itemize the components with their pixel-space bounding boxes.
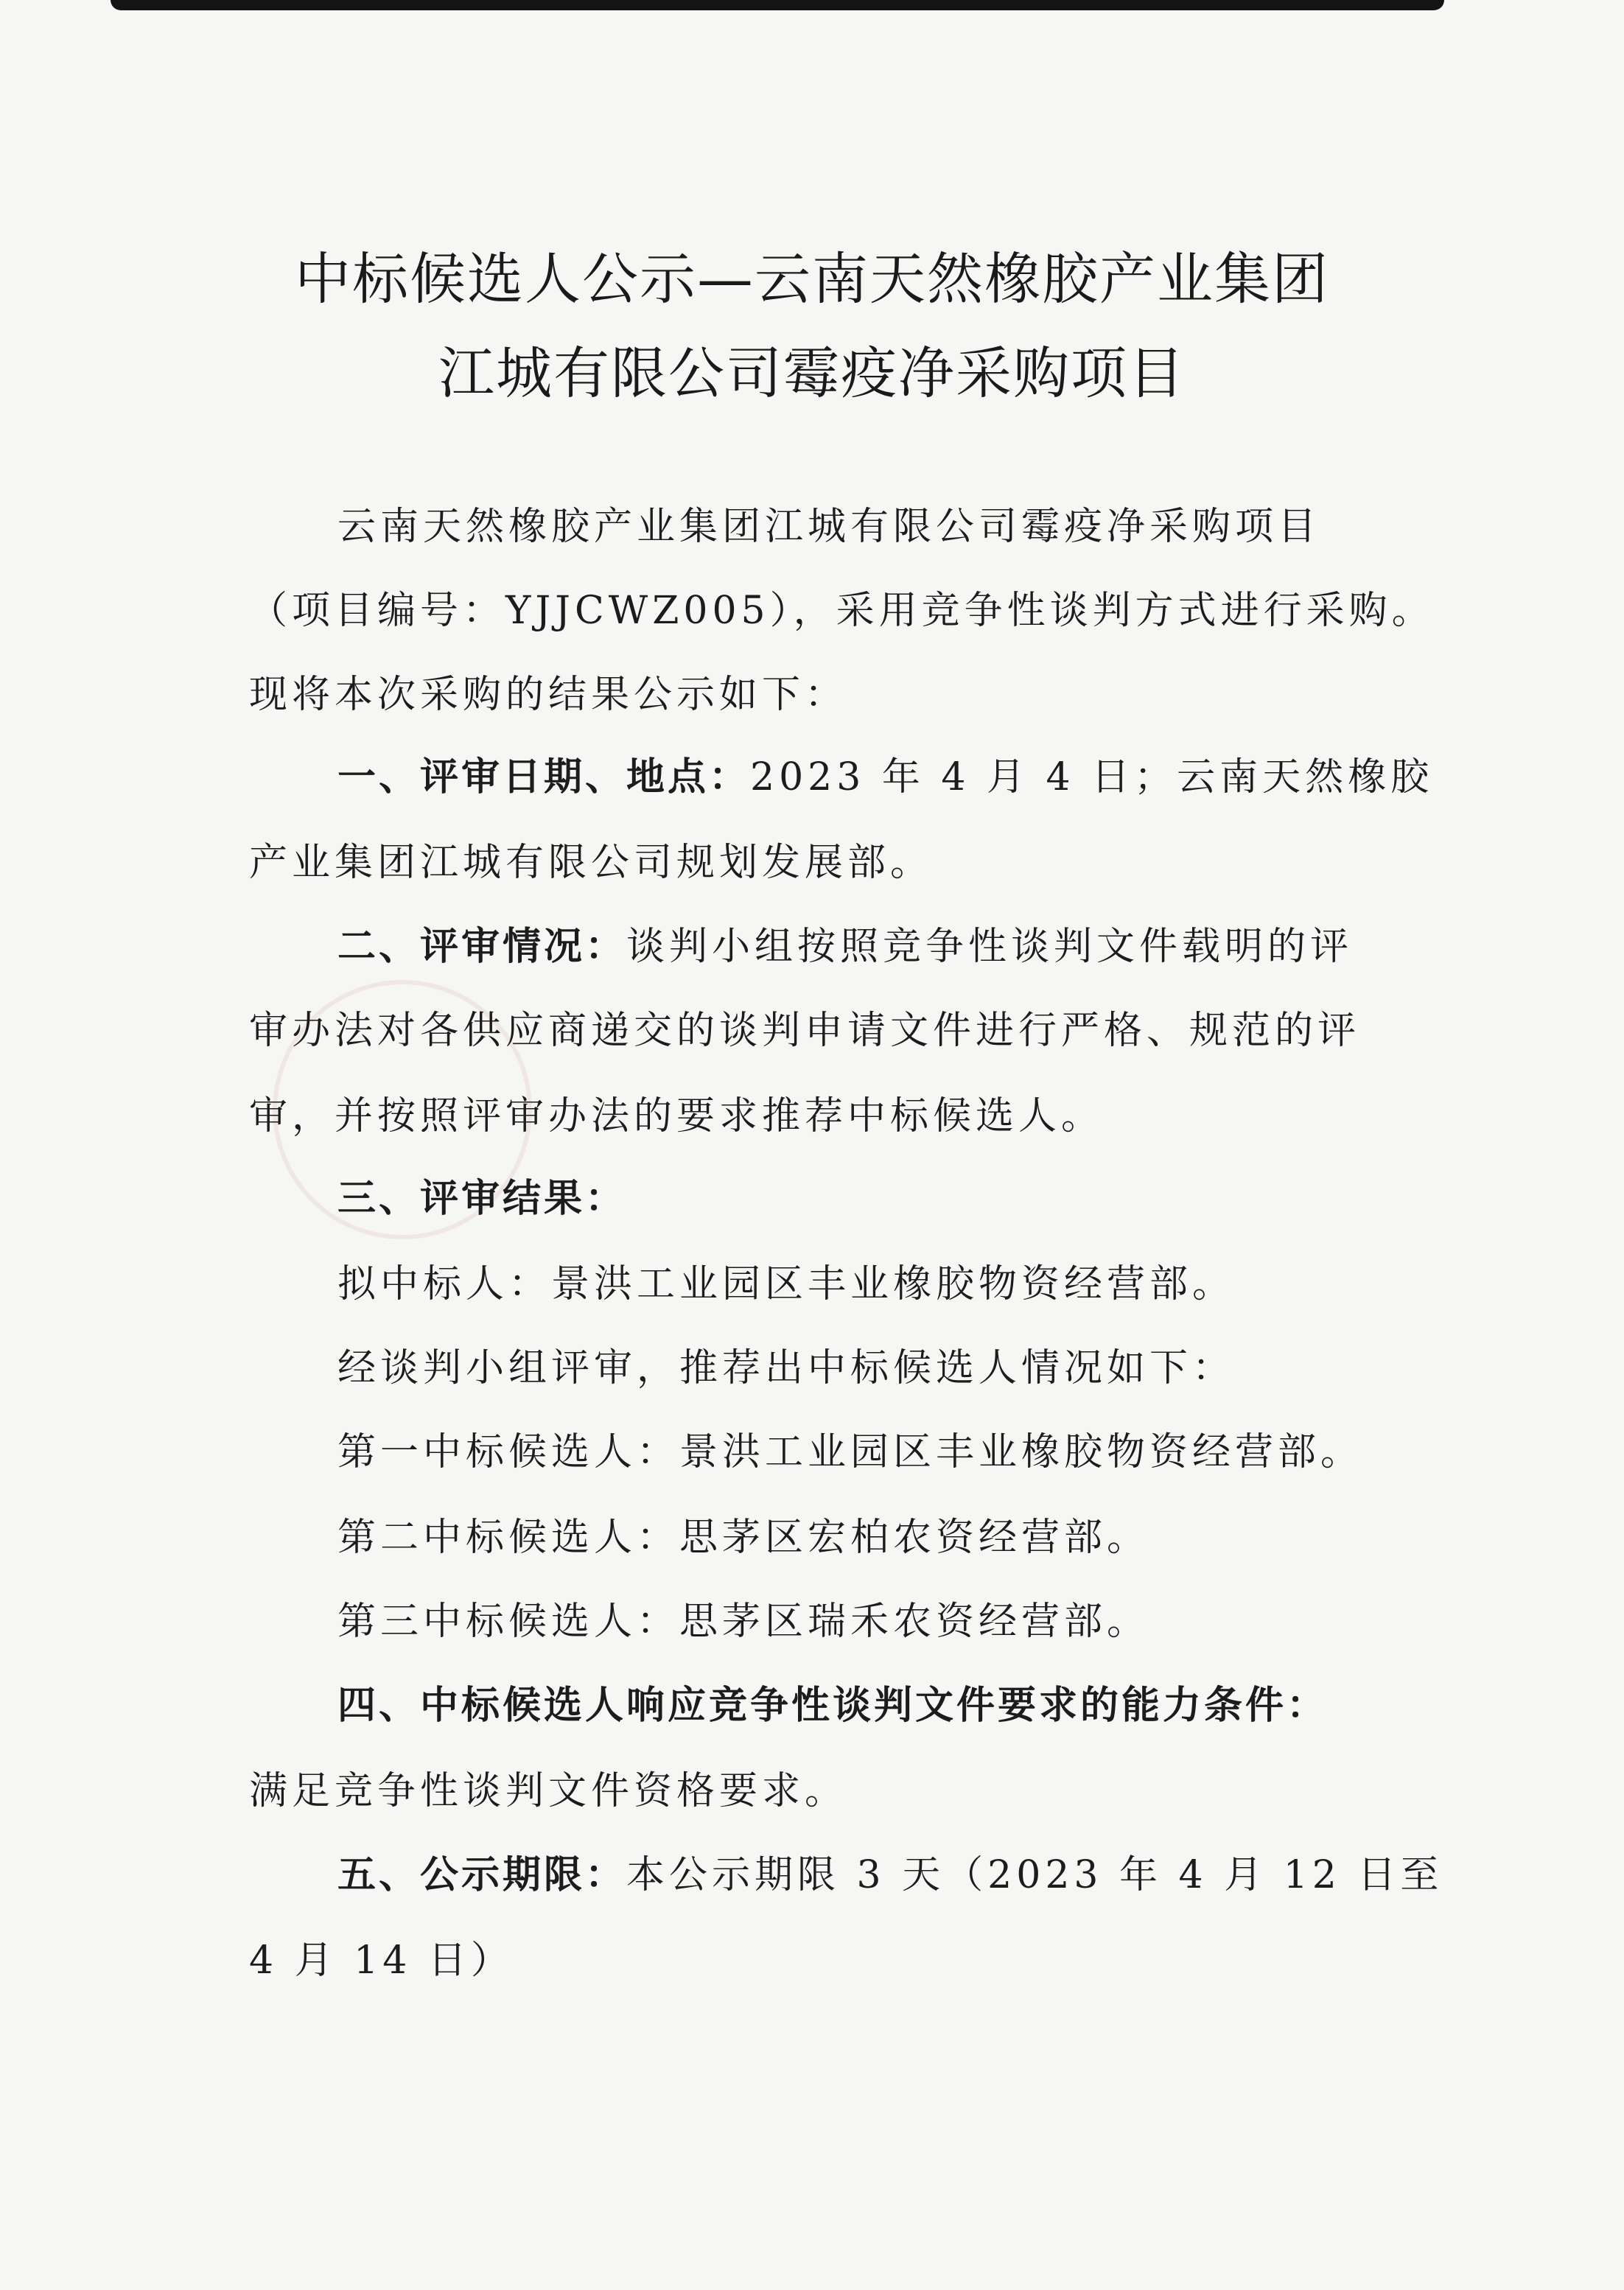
document-title-line-1: 中标候选人公示—云南天然橡胶产业集团	[295, 246, 1329, 312]
section-1-text: 2023 年 4 月 4 日；云南天然橡胶	[750, 755, 1434, 799]
section-2-line-1	[337, 915, 1353, 970]
section-2-line-2: 审办法对各供应商递交的谈判申请文件进行严格、规范的评	[249, 1009, 1361, 1053]
section-5-line-2: 4 月 14 日）	[249, 1939, 514, 1983]
section-3-heading: 三、评审结果：	[337, 1177, 627, 1221]
section-1-heading: 一、评审日期、地点：	[337, 755, 751, 799]
recommend-intro: 经谈判小组评审，推荐出中标候选人情况如下：	[337, 1346, 1236, 1390]
section-2-heading: 二、评审情况：	[337, 925, 627, 969]
section-5-heading: 五、公示期限：	[337, 1853, 627, 1897]
scan-edge	[111, 0, 1444, 10]
section-5-text: 本公示期限 3 天（2023 年 4 月 12 日至	[626, 1853, 1443, 1897]
section-2-text: 谈判小组按照竞争性谈判文件载明的评	[626, 925, 1354, 969]
section-4-text: 满足竞争性谈判文件资格要求。	[249, 1769, 848, 1813]
section-5-line-1	[337, 1843, 1443, 1899]
section-1-line-2: 产业集团江城有限公司规划发展部。	[249, 841, 934, 885]
section-1-line-1	[337, 746, 1433, 801]
candidate-2: 第二中标候选人：思茅区宏柏农资经营部。	[337, 1516, 1150, 1560]
candidate-1: 第一中标候选人：景洪工业园区丰业橡胶物资经营部。	[337, 1430, 1364, 1474]
intro-line-3: 现将本次采购的结果公示如下：	[249, 673, 848, 717]
intro-line-1: 云南天然橡胶产业集团江城有限公司霉疫净采购项目	[337, 505, 1321, 549]
section-2-line-3: 审，并按照评审办法的要求推荐中标候选人。	[249, 1094, 1105, 1138]
proposed-winner: 拟中标人：景洪工业园区丰业橡胶物资经营部。	[337, 1262, 1236, 1306]
candidate-3: 第三中标候选人：思茅区瑞禾农资经营部。	[337, 1600, 1150, 1644]
document-title-line-2: 江城有限公司霉疫净采购项目	[438, 340, 1186, 406]
intro-line-2: （项目编号：YJJCWZ005），采用竞争性谈判方式进行采购。	[249, 589, 1435, 633]
section-4-heading: 四、中标候选人响应竞争性谈判文件要求的能力条件：	[337, 1684, 1329, 1728]
